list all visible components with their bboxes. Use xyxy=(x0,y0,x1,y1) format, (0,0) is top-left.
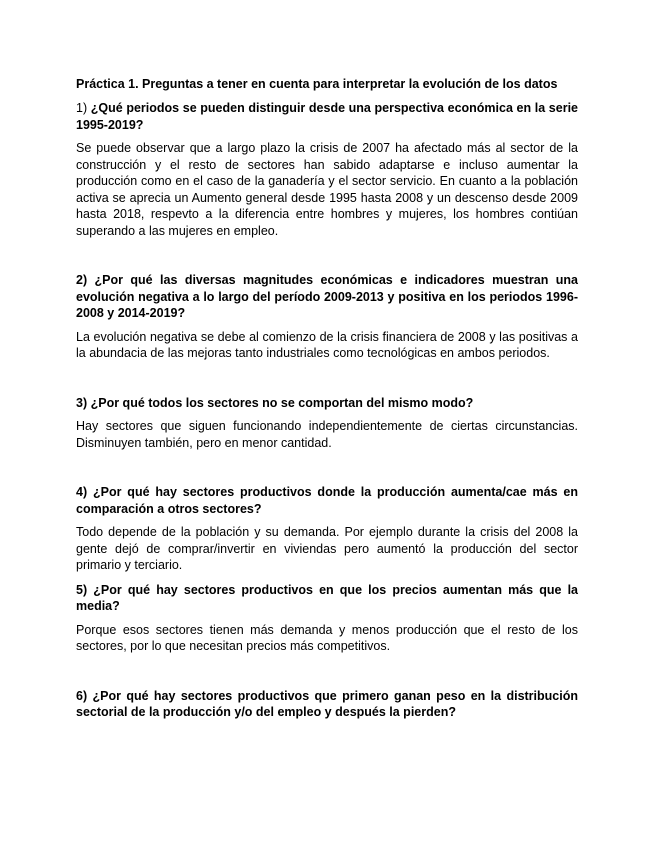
question-text: ¿Por qué hay sectores productivos que primero ganan peso en la distribución sectorial de la producción y/o del empleo y después la pierden? xyxy=(76,688,578,719)
question-number: 3) xyxy=(76,395,88,410)
section-4 xyxy=(76,484,578,574)
question-1 xyxy=(76,100,578,133)
question-text: ¿Por qué todos los sectores no se comportan del mismo modo? xyxy=(90,395,474,410)
question-number: 6) xyxy=(76,688,88,703)
section-3 xyxy=(76,395,578,452)
section-2 xyxy=(76,272,578,362)
question-text: ¿Por qué hay sectores productivos donde la producción aumenta/cae más en comparación a otros sectores? xyxy=(76,485,578,516)
answer-1: Se puede observar que a largo plazo la crisis de 2007 ha afectado más al sector de la construcción y el resto de sectores han sabido adaptarse e incluso aumentar la producción como en el caso de la ganadería y el sector servicio. En cuanto a la población activa se aprecia un Aumento general desde 1995 hasta 2008 y un descenso desde 2009 hasta 2018, respevto a la diferencia entre hombres y mujeres, los hombres contiúan superando a las mujeres en empleo. xyxy=(76,141,578,238)
answer-2: La evolución negativa se debe al comienzo de la crisis financiera de 2008 y las positivas a la abundacia de las mejoras tanto industriales como tecnológicas en ambos periodos. xyxy=(76,329,578,360)
question-number: 5) xyxy=(76,582,88,597)
question-number: 1) xyxy=(76,101,88,115)
question-number: 4) xyxy=(76,485,88,499)
document-title: Práctica 1. Preguntas a tener en cuenta para interpretar la evolución de los datos xyxy=(76,77,558,91)
question-text: ¿Qué periodos se pueden distinguir desde una perspectiva económica en la serie 1995-2019? xyxy=(76,101,579,132)
section-6 xyxy=(76,688,578,721)
answer-3: Hay sectores que siguen funcionando independientemente de ciertas circunstancias. Disminuyen también, pero en menor cantidad. xyxy=(76,419,578,450)
document-page xyxy=(76,76,578,721)
question-4 xyxy=(76,484,578,517)
question-6 xyxy=(76,688,578,721)
question-3 xyxy=(76,395,578,412)
section-1 xyxy=(76,100,578,239)
question-text: ¿Por qué las diversas magnitudes económicas e indicadores muestran una evolución negativa a lo largo del período 2009-2013 y positiva en los periodos 1996-2008 y 2014-2019? xyxy=(76,273,578,320)
answer-4: Todo depende de la población y su demanda. Por ejemplo durante la crisis del 2008 la gente dejó de comprar/invertir en viviendas pero aumentó la producción del sector primario y terciario. xyxy=(76,525,578,572)
question-2 xyxy=(76,272,578,322)
question-5 xyxy=(76,582,578,615)
section-5 xyxy=(76,582,578,655)
question-number: 2) xyxy=(76,273,88,287)
question-text: ¿Por qué hay sectores productivos en que los precios aumentan más que la media? xyxy=(76,582,579,613)
answer-5: Porque esos sectores tienen más demanda y menos producción que el resto de los sectores, por lo que necesitan precios más competitivos. xyxy=(76,622,578,653)
